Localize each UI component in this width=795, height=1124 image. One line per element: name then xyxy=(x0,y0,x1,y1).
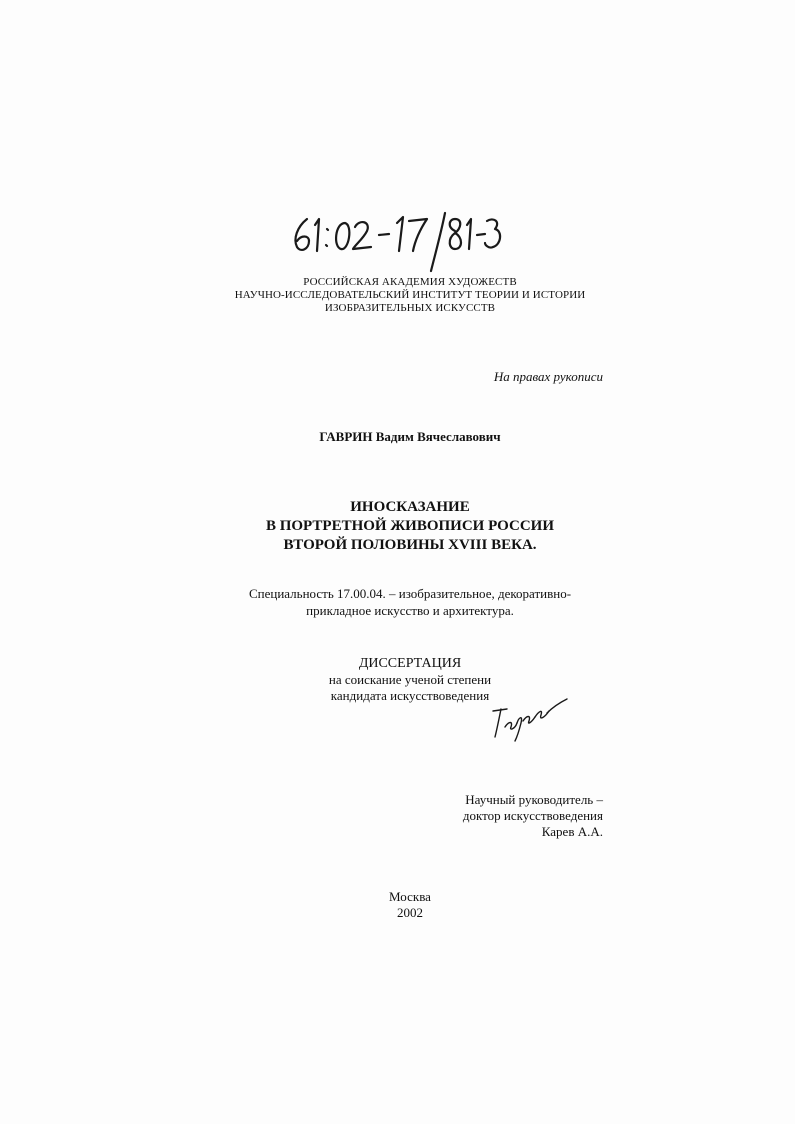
supervisor-block xyxy=(463,792,603,840)
specialty-block xyxy=(200,585,620,619)
dissertation-line-3: кандидата искусствоведения xyxy=(330,688,490,703)
dissertation-label: ДИССЕРТАЦИЯ xyxy=(358,656,462,671)
institution-header xyxy=(200,276,620,315)
author-name: ГАВРИН Вадим Вячеславович xyxy=(319,429,501,444)
author-signature xyxy=(487,693,572,743)
rights-note: На правах рукописи xyxy=(493,369,603,384)
specialty-line-1: Специальность 17.00.04. – изобразительное, декоративно- xyxy=(248,586,572,601)
supervisor-line-1: Научный руководитель – xyxy=(465,792,603,807)
dissertation-title xyxy=(200,498,620,555)
handwritten-catalog-number xyxy=(285,205,505,275)
institution-line-2: НАУЧНО-ИССЛЕДОВАТЕЛЬСКИЙ ИНСТИТУТ ТЕОРИИ И ИСТОРИИ xyxy=(234,289,586,301)
city: Москва xyxy=(389,889,431,904)
title-line-1: ИНОСКАЗАНИЕ xyxy=(350,499,470,515)
specialty-line-2: прикладное искусство и архитектура. xyxy=(306,603,514,618)
title-line-2: В ПОРТРЕТНОЙ ЖИВОПИСИ РОССИИ xyxy=(265,518,555,534)
dissertation-line-2: на соискание ученой степени xyxy=(328,672,492,687)
supervisor-line-2: доктор искусствоведения xyxy=(462,808,603,823)
institution-line-3: ИЗОБРАЗИТЕЛЬНЫХ ИСКУССТВ xyxy=(324,302,496,314)
institution-line-1: РОССИЙСКАЯ АКАДЕМИЯ ХУДОЖЕСТВ xyxy=(303,276,517,288)
supervisor-line-3: Карев А.А. xyxy=(541,824,603,839)
title-line-3: ВТОРОЙ ПОЛОВИНЫ XVIII ВЕКА. xyxy=(283,537,537,553)
place-and-year xyxy=(200,889,620,921)
year: 2002 xyxy=(397,905,423,920)
